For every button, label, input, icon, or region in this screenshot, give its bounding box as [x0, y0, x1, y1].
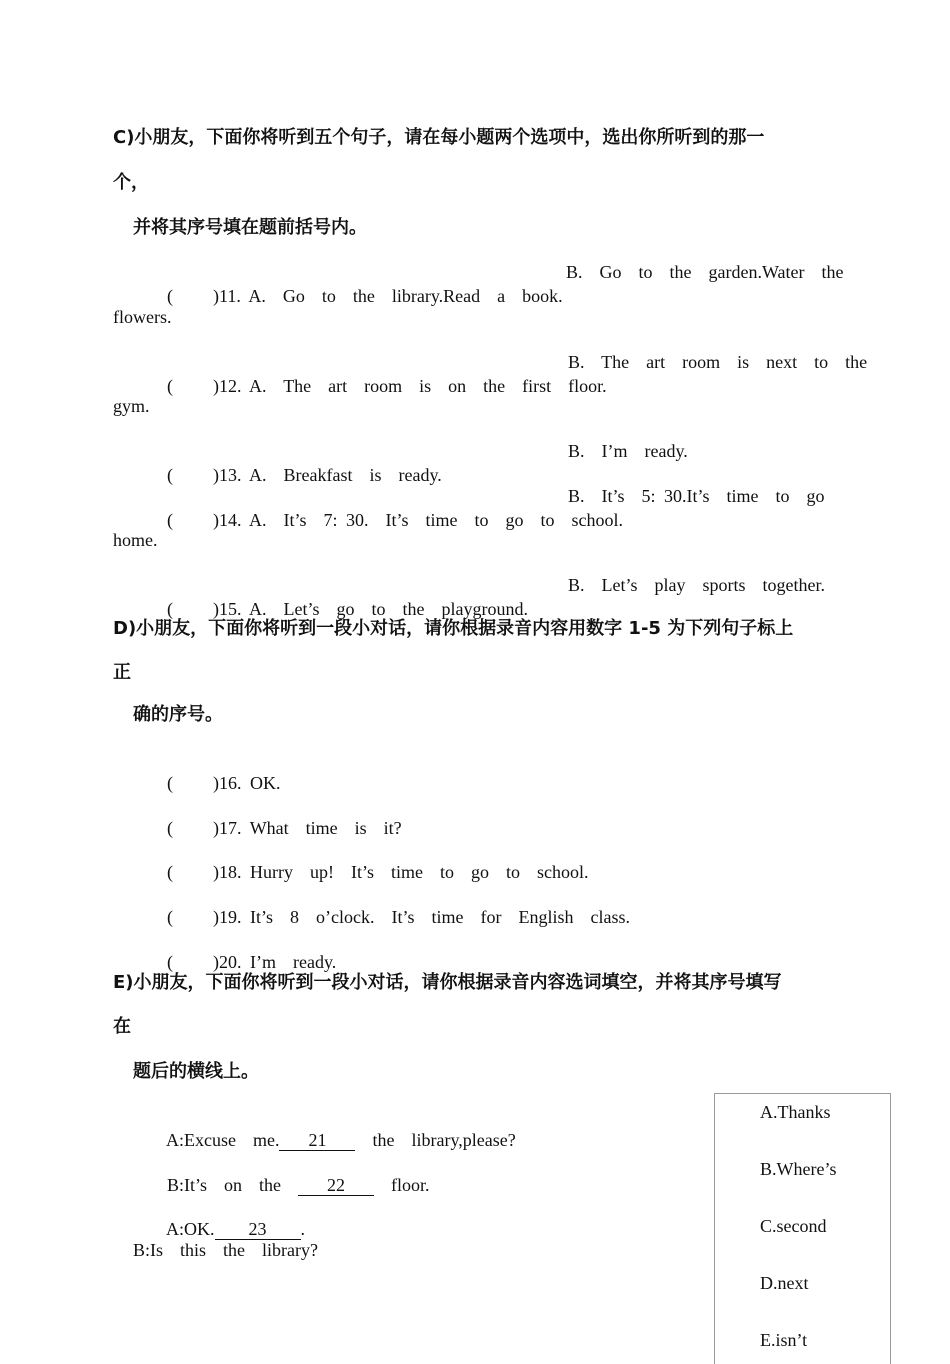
- word-bank-option-a: A.Thanks: [760, 1102, 831, 1122]
- question-12-option-b: B. The art room is next to the: [568, 352, 868, 372]
- answer-paren: (: [167, 773, 173, 793]
- question-number: )13.: [213, 465, 242, 485]
- section-e-instruction: 题后的横线上。: [133, 1061, 259, 1082]
- item-number: )20.: [213, 952, 242, 972]
- dialogue-line-4: B:Is this the library?: [133, 1240, 318, 1260]
- fill-blank-21[interactable]: 21: [279, 1130, 355, 1151]
- word-bank-option-b: B.Where’s: [760, 1159, 837, 1179]
- item-number: )16.: [213, 773, 242, 793]
- question-14: [133, 484, 623, 556]
- fill-blank-23[interactable]: 23: [215, 1219, 301, 1240]
- dialogue-text: B:It’s on the: [167, 1175, 281, 1195]
- question-12-wrap: gym.: [113, 396, 150, 416]
- question-number: )12.: [213, 376, 242, 396]
- question-11: [133, 260, 563, 332]
- item-text: What time is it?: [249, 818, 402, 838]
- dialogue-text: A:Excuse me.: [166, 1130, 280, 1150]
- option-a: A. Let’s go to the playground.: [249, 599, 528, 619]
- item-number: )19.: [213, 907, 242, 927]
- word-bank-option-d: D.next: [760, 1273, 809, 1293]
- option-a: A. It’s 7: 30. It’s time to go to school.: [249, 510, 624, 530]
- item-text: OK.: [250, 773, 281, 793]
- question-number: )15.: [213, 599, 242, 619]
- answer-paren: (: [167, 465, 173, 485]
- word-bank-box: [714, 1093, 891, 1364]
- section-c-instruction: 并将其序号填在题前括号内。: [133, 217, 367, 238]
- question-12: [133, 350, 607, 422]
- item-text: Hurry up! It’s time to go to school.: [250, 862, 589, 882]
- question-number: )11.: [213, 286, 241, 306]
- section-d-heading-wrap: 正: [113, 662, 131, 683]
- option-a: A. The art room is on the first floor.: [249, 376, 607, 396]
- answer-paren: (: [167, 818, 173, 838]
- dialogue-text: the library,please?: [372, 1130, 516, 1150]
- answer-paren: (: [167, 952, 173, 972]
- answer-paren: (: [167, 376, 173, 396]
- answer-paren: (: [167, 510, 173, 530]
- option-a: A. Breakfast is ready.: [249, 465, 442, 485]
- answer-paren: (: [167, 907, 173, 927]
- answer-paren: (: [167, 862, 173, 882]
- question-14-option-b: B. It’s 5: 30.It’s time to go: [568, 486, 825, 506]
- section-e-heading-wrap: 在: [113, 1016, 131, 1037]
- option-a: A. Go to the library.Read a book.: [248, 286, 563, 306]
- answer-paren: (: [167, 286, 173, 306]
- item-number: )17.: [213, 818, 242, 838]
- section-d-heading: D)小朋友，下面你将听到一段小对话，请你根据录音内容用数字 1-5 为下列句子标上: [113, 618, 794, 639]
- section-c-heading: C)小朋友，下面你将听到五个句子，请在每小题两个选项中，选出你所听到的那一: [113, 127, 765, 148]
- answer-paren: (: [167, 599, 173, 619]
- question-11-wrap: flowers.: [113, 307, 172, 327]
- item-number: )18.: [213, 862, 242, 882]
- dialogue-text: A:OK.: [166, 1219, 215, 1239]
- dialogue-text: .: [300, 1219, 306, 1239]
- question-number: )14.: [213, 510, 242, 530]
- fill-blank-22[interactable]: 22: [298, 1175, 374, 1196]
- item-text: I’m ready.: [250, 952, 337, 972]
- word-bank-option-e: E.isn’t: [760, 1330, 808, 1350]
- section-c-heading-wrap: 个，: [113, 172, 149, 193]
- item-text: It’s 8 o’clock. It’s time for English class.: [250, 907, 630, 927]
- dialogue-text: floor.: [391, 1175, 430, 1195]
- question-15-option-b: B. Let’s play sports together.: [568, 575, 825, 595]
- question-11-option-b: B. Go to the garden.Water the: [566, 262, 844, 282]
- word-bank-option-c: C.second: [760, 1216, 827, 1236]
- question-14-wrap: home.: [113, 530, 158, 550]
- section-e-heading: E)小朋友，下面你将听到一段小对话，请你根据录音内容选词填空，并将其序号填写: [113, 972, 782, 993]
- section-d-instruction: 确的序号。: [133, 704, 223, 725]
- question-13-option-b: B. I’m ready.: [568, 441, 688, 461]
